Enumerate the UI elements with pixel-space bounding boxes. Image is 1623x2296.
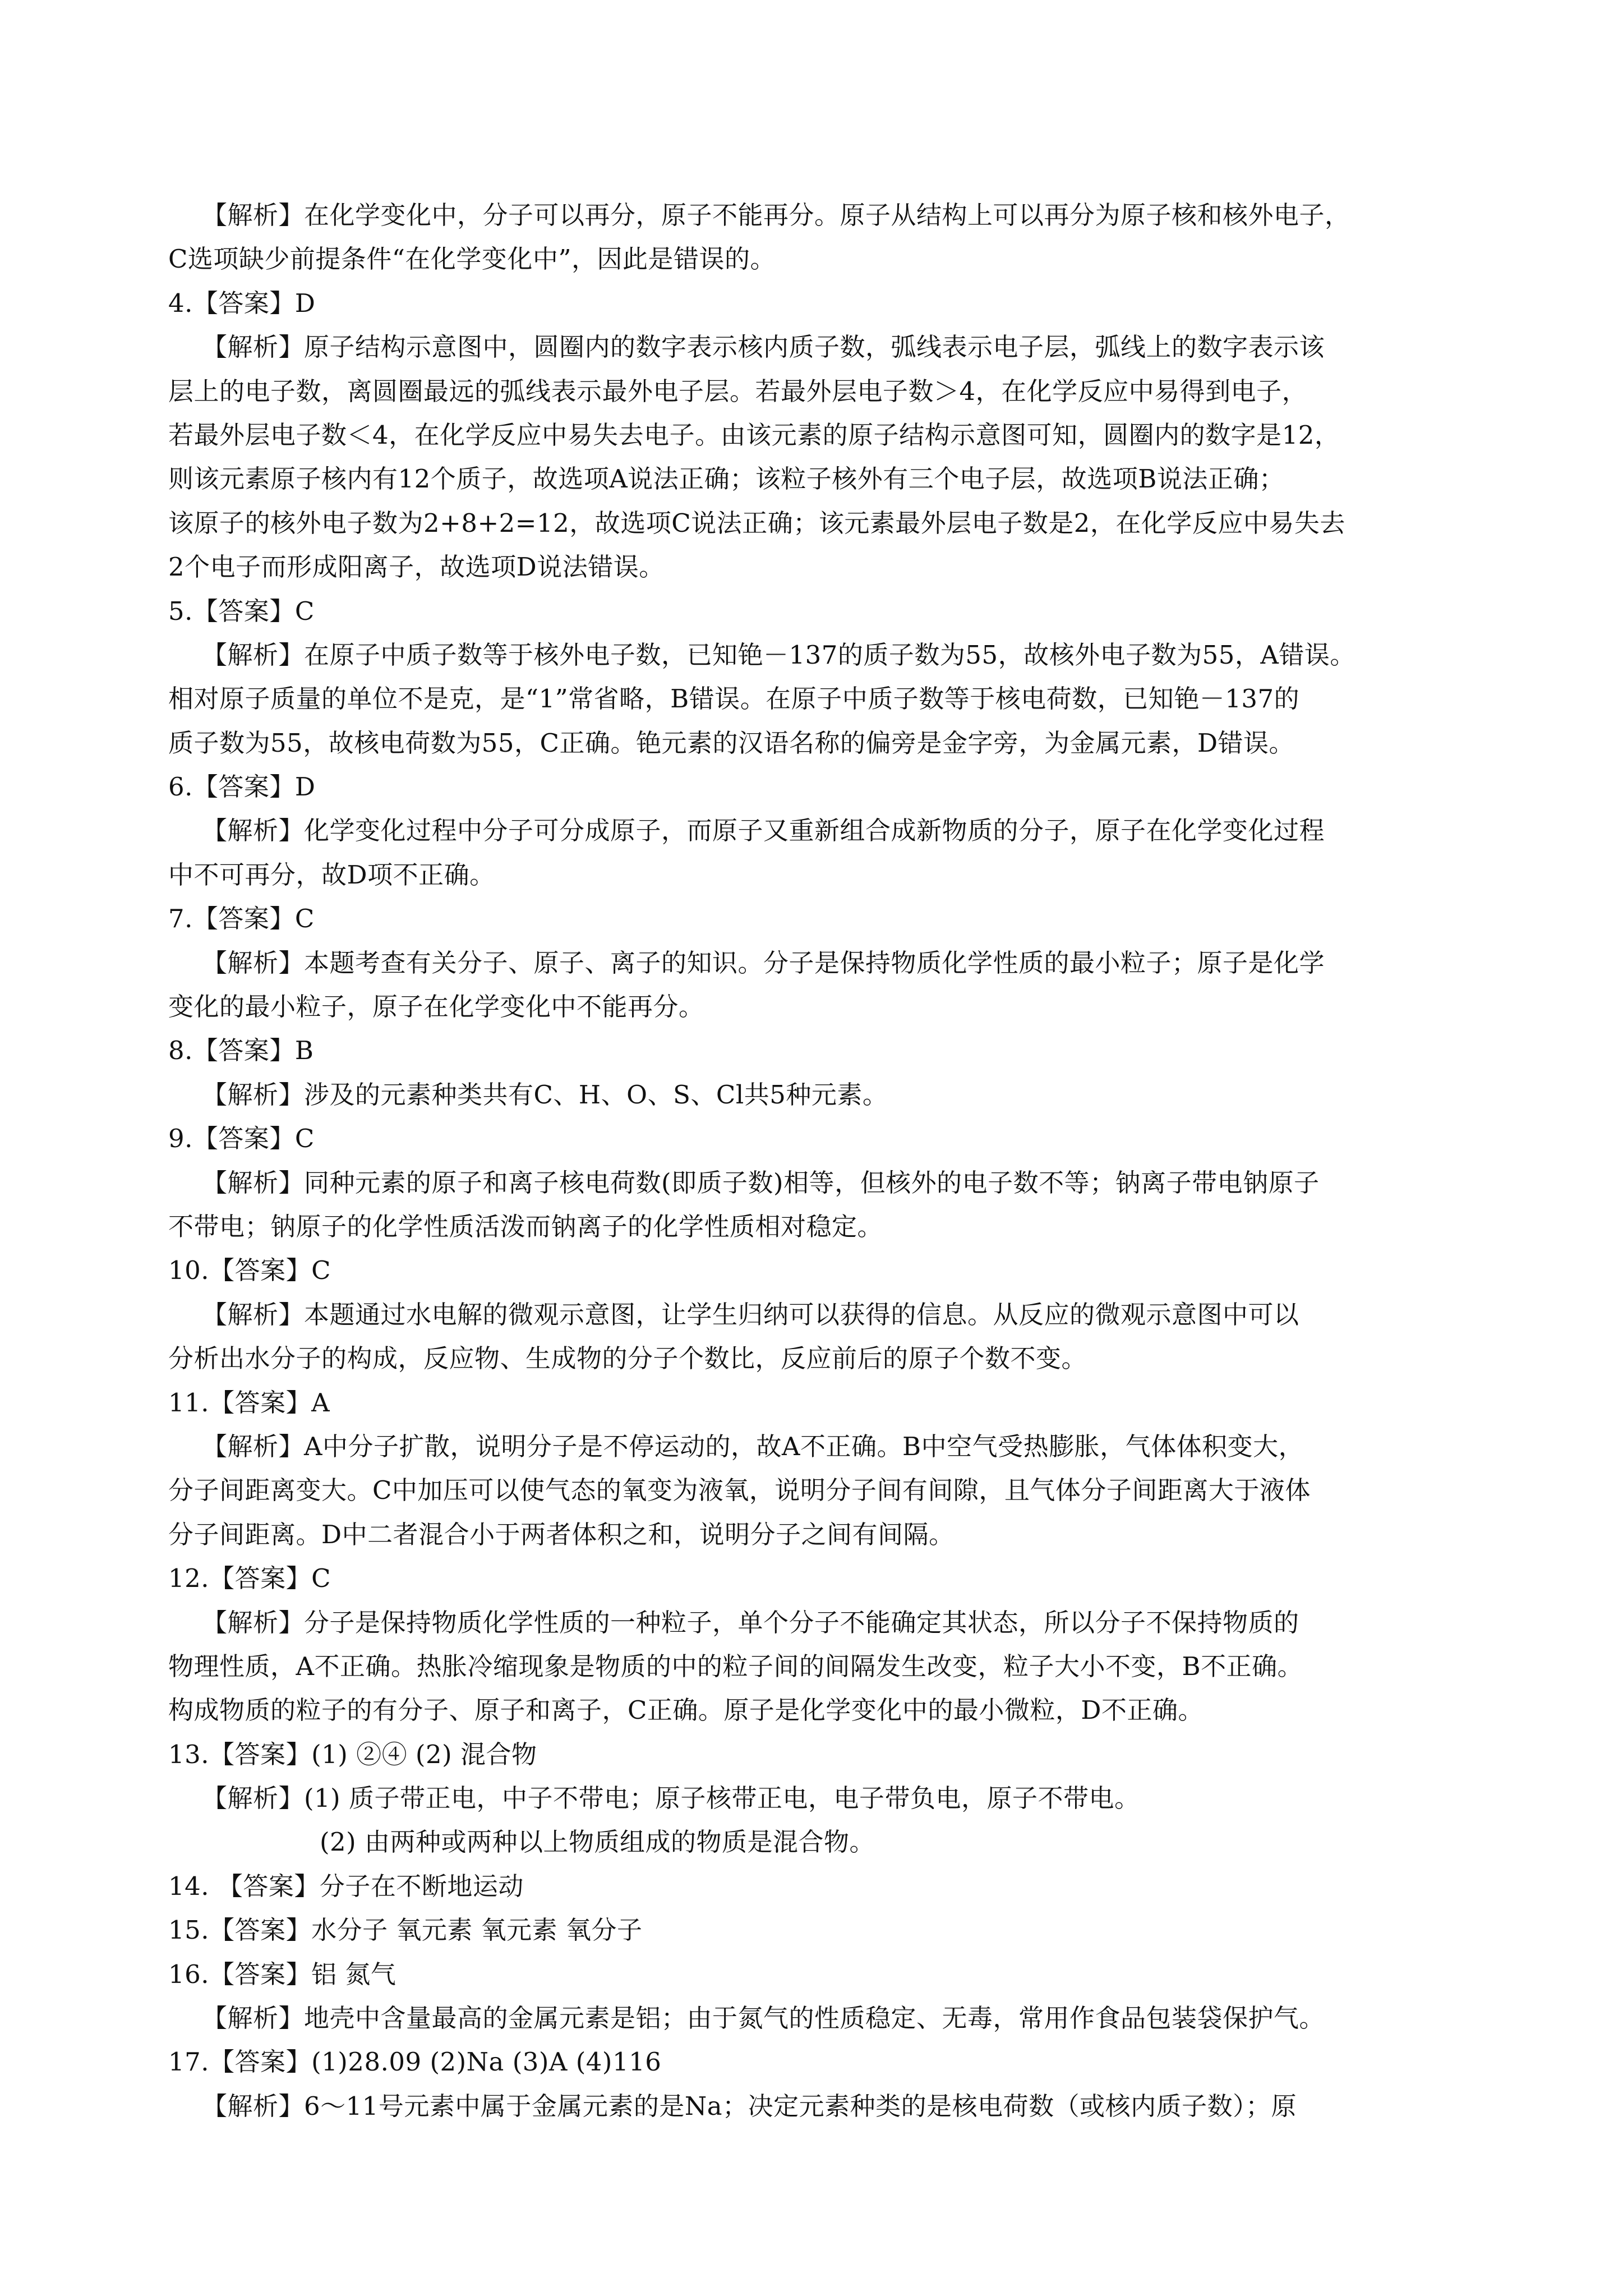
explanation-line: 【解析】同种元素的原子和离子核电荷数(即质子数)相等，但核外的电子数不等；钠离子带电钠原子 xyxy=(202,1167,1320,1198)
explanation-line: 【解析】分子是保持物质化学性质的一种粒子，单个分子不能确定其状态，所以分子不保持物质的 xyxy=(202,1607,1299,1637)
explanation-line: 【解析】(1) 质子带正电，中子不带电；原子核带正电，电子带负电，原子不带电。 xyxy=(202,1783,1140,1814)
text-line: 物理性质，A不正确。热胀冷缩现象是物质的中的粒子间的间隔发生改变，粒子大小不变，B不正确。 xyxy=(168,1651,1303,1681)
answer-line: 16.【答案】铝 氮气 xyxy=(168,1959,396,1989)
answer-line: 17.【答案】(1)28.09 (2)Na (3)A (4)116 xyxy=(168,2047,662,2077)
explanation-line: 【解析】6～11号元素中属于金属元素的是Na；决定元素种类的是核电荷数（或核内质子数）；原 xyxy=(202,2091,1297,2121)
answer-line: 15.【答案】水分子 氧元素 氧元素 氧分子 xyxy=(168,1915,643,1945)
answer-line: 9.【答案】C xyxy=(168,1124,315,1154)
text-line: 分析出水分子的构成，反应物、生成物的分子个数比，反应前后的原子个数不变。 xyxy=(168,1343,1087,1374)
text-line: 构成物质的粒子的有分子、原子和离子，C正确。原子是化学变化中的最小微粒，D不正确。 xyxy=(168,1695,1204,1726)
explanation-line: 【解析】在原子中质子数等于核外电子数，已知铯－137的质子数为55，故核外电子数为55，A错误。 xyxy=(202,639,1355,670)
explanation-line: 【解析】化学变化过程中分子可分成原子，而原子又重新组合成新物质的分子，原子在化学变化过程 xyxy=(202,816,1325,846)
text-line: 分子间距离。D中二者混合小于两者体积之和，说明分子之间有间隔。 xyxy=(168,1519,955,1549)
text-line: 则该元素原子核内有12个质子，故选项A说法正确；该粒子核外有三个电子层，故选项B说法正确； xyxy=(168,464,1285,494)
text-line: 分子间距离变大。C中加压可以使气态的氧变为液氧，说明分子间有间隙，且气体分子间距离大于液体 xyxy=(168,1475,1311,1506)
text-line: 层上的电子数，离圆圈最远的弧线表示最外电子层。若最外层电子数＞4，在化学反应中易得到电子， xyxy=(168,376,1308,406)
text-line: 不带电；钠原子的化学性质活泼而钠离子的化学性质相对稳定。 xyxy=(168,1211,883,1241)
text-line: (2) 由两种或两种以上物质组成的物质是混合物。 xyxy=(320,1827,875,1857)
text-line: C选项缺少前提条件“在化学变化中”，因此是错误的。 xyxy=(168,244,776,274)
explanation-line: 【解析】在化学变化中，分子可以再分，原子不能再分。原子从结构上可以再分为原子核和核外电子， xyxy=(202,200,1350,230)
answer-line: 13.【答案】(1) ②④ (2) 混合物 xyxy=(168,1739,537,1769)
text-line: 若最外层电子数＜4，在化学反应中易失去电子。由该元素的原子结构示意图可知，圆圈内的数字是12， xyxy=(168,420,1340,450)
answer-line: 10.【答案】C xyxy=(168,1255,331,1286)
explanation-line: 【解析】本题考查有关分子、原子、离子的知识。分子是保持物质化学性质的最小粒子；原子是化学 xyxy=(202,947,1325,978)
answer-line: 7.【答案】C xyxy=(168,904,315,934)
explanation-line: 【解析】A中分子扩散，说明分子是不停运动的，故A不正确。B中空气受热膨胀，气体体积变大， xyxy=(202,1431,1304,1461)
text-line: 中不可再分，故D项不正确。 xyxy=(168,859,495,890)
text-line: 2个电子而形成阳离子，故选项D说法错误。 xyxy=(168,552,665,582)
answer-line: 4.【答案】D xyxy=(168,288,316,318)
explanation-line: 【解析】涉及的元素种类共有C、H、O、S、Cl共5种元素。 xyxy=(202,1079,888,1110)
text-line: 该原子的核外电子数为2+8+2=12，故选项C说法正确；该元素最外层电子数是2，在化学反应中易失去 xyxy=(168,508,1345,538)
explanation-line: 【解析】本题通过水电解的微观示意图，让学生归纳可以获得的信息。从反应的微观示意图中可以 xyxy=(202,1299,1299,1329)
text-line: 变化的最小粒子，原子在化学变化中不能再分。 xyxy=(168,992,704,1022)
answer-line: 14. 【答案】分子在不断地运动 xyxy=(168,1871,524,1901)
explanation-line: 【解析】地壳中含量最高的金属元素是铝；由于氮气的性质稳定、无毒，常用作食品包装袋保护气。 xyxy=(202,2003,1325,2033)
text-line: 质子数为55，故核电荷数为55，C正确。铯元素的汉语名称的偏旁是金字旁，为金属元素，D错误。 xyxy=(168,728,1295,758)
answer-key-text xyxy=(168,194,1475,2128)
text-line: 相对原子质量的单位不是克，是“1”常省略，B错误。在原子中质子数等于核电荷数，已知铯－137的 xyxy=(168,684,1300,714)
answer-line: 12.【答案】C xyxy=(168,1563,331,1594)
answer-line: 11.【答案】A xyxy=(168,1387,330,1418)
answer-line: 6.【答案】D xyxy=(168,772,316,802)
answer-line: 5.【答案】C xyxy=(168,596,315,626)
explanation-line: 【解析】原子结构示意图中，圆圈内的数字表示核内质子数，弧线表示电子层，弧线上的数字表示该 xyxy=(202,332,1325,362)
answer-line: 8.【答案】B xyxy=(168,1036,314,1066)
